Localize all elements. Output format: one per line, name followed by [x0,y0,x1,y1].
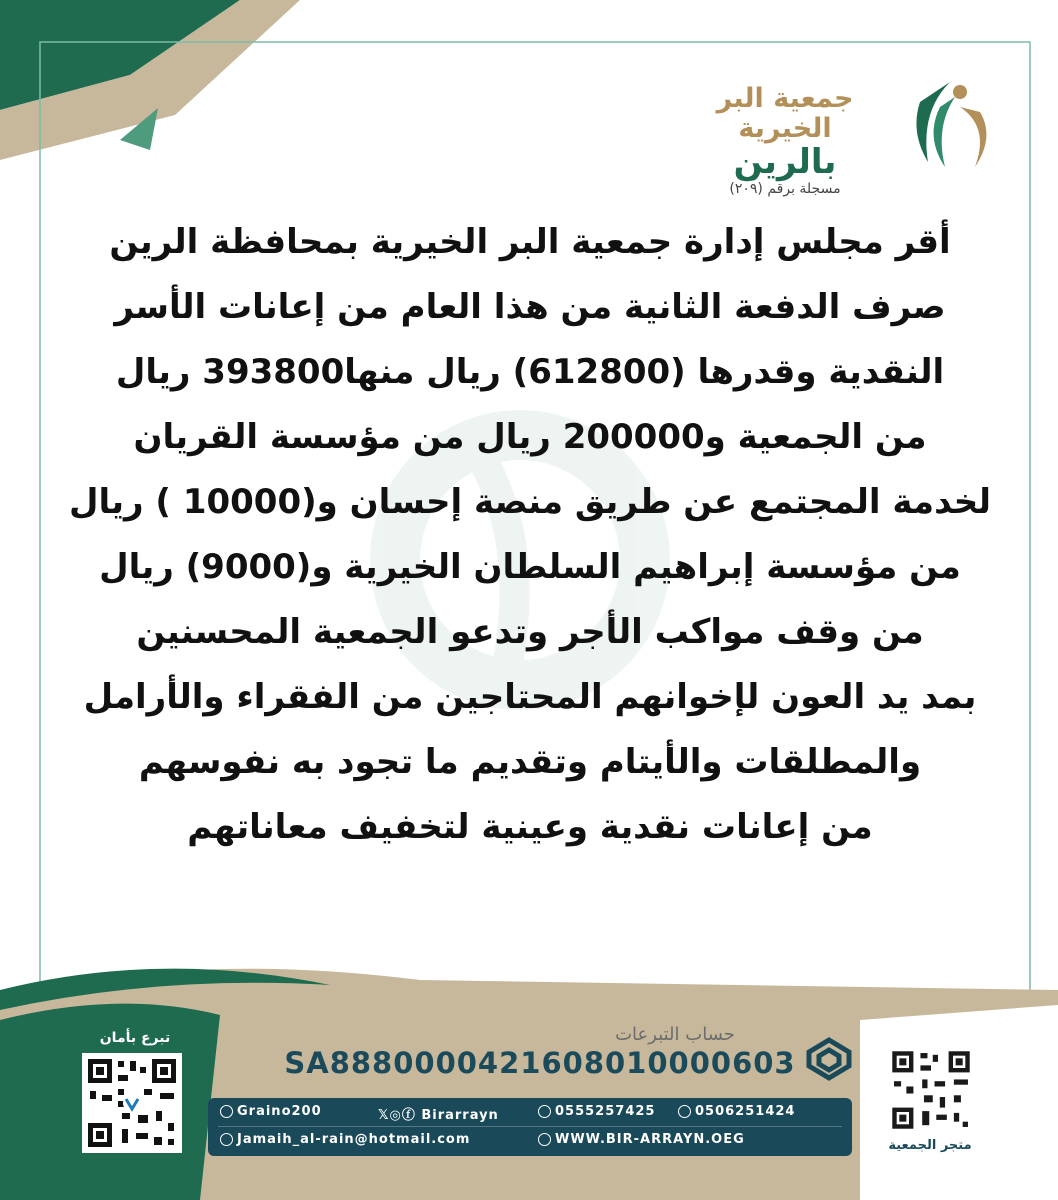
contact-bar [208,1098,852,1156]
store-caption: متجر الجمعية [888,1138,972,1153]
snapchat-handle: Graino200 [237,1104,322,1119]
organization-logo [700,72,1000,197]
logo-text [685,84,885,198]
phone-icon [538,1105,551,1118]
store-qr-code-icon[interactable] [887,1046,975,1134]
phone-number: 0555257425 [555,1104,656,1119]
website-contact[interactable] [538,1132,745,1147]
whatsapp-number: 0506251424 [695,1104,796,1119]
ghost-icon [220,1105,233,1118]
body-line: والمطلقات والأيتام وتقديم ما تجود به نفوسهم [138,742,922,782]
logo-registration: مسجلة برقم (٢٠٩) [729,181,841,197]
body-line: أقر مجلس إدارة جمعية البر الخيرية بمحافظة الرين [109,222,951,262]
website-url: WWW.BIR-ARRAYN.OEG [555,1132,745,1147]
logo-name-line1: جمعية البر الخيرية [716,83,854,144]
x-instagram-facebook-icon: 𝕏◎ⓕ [378,1108,422,1123]
body-line: بمد يد العون لإخوانهم المحتاجين من الفقراء والأرامل [83,677,977,717]
social-handle: Birarrayn [421,1108,499,1123]
body-line: صرف الدفعة الثانية من هذا العام من إعانات الأسر [114,287,946,327]
body-line: من مؤسسة إبراهيم السلطان الخيرية و(9000) ريال [99,547,961,587]
donation-qr-code-icon[interactable] [82,1053,182,1153]
body-line: النقدية وقدرها (612800) ريال منها393800 ريال [115,352,945,392]
whatsapp-icon [678,1105,691,1118]
body-line: من الجمعية و200000 ريال من مؤسسة القريان [133,417,927,457]
mail-icon [220,1133,233,1146]
social-contact[interactable] [378,1104,499,1123]
bank-logo-icon [803,1036,855,1082]
announcement-body [60,210,1000,860]
body-line: من إعانات نقدية وعينية لتخفيف معاناتهم [187,807,873,847]
iban-caption: حساب التبرعات [615,1024,735,1045]
whatsapp-contact[interactable] [678,1104,795,1119]
email-address: Jamaih_al-rain@hotmail.com [237,1132,471,1147]
globe-icon [538,1133,551,1146]
phone-contact[interactable] [538,1104,655,1119]
email-contact[interactable] [220,1132,470,1147]
logo-name-line2: بالرين [733,142,837,182]
snapchat-contact[interactable] [220,1104,322,1119]
contact-divider [218,1126,842,1127]
donate-caption: تبرع بأمان [99,1030,171,1046]
body-line: لخدمة المجتمع عن طريق منصة إحسان و(10000 ) ريال [68,482,992,522]
logo-emblem-icon [900,72,1000,172]
body-line: من وقف مواكب الأجر وتدعو الجمعية المحسنين [136,612,924,652]
iban-number[interactable]: SA8880000421608010000603 [284,1046,796,1080]
